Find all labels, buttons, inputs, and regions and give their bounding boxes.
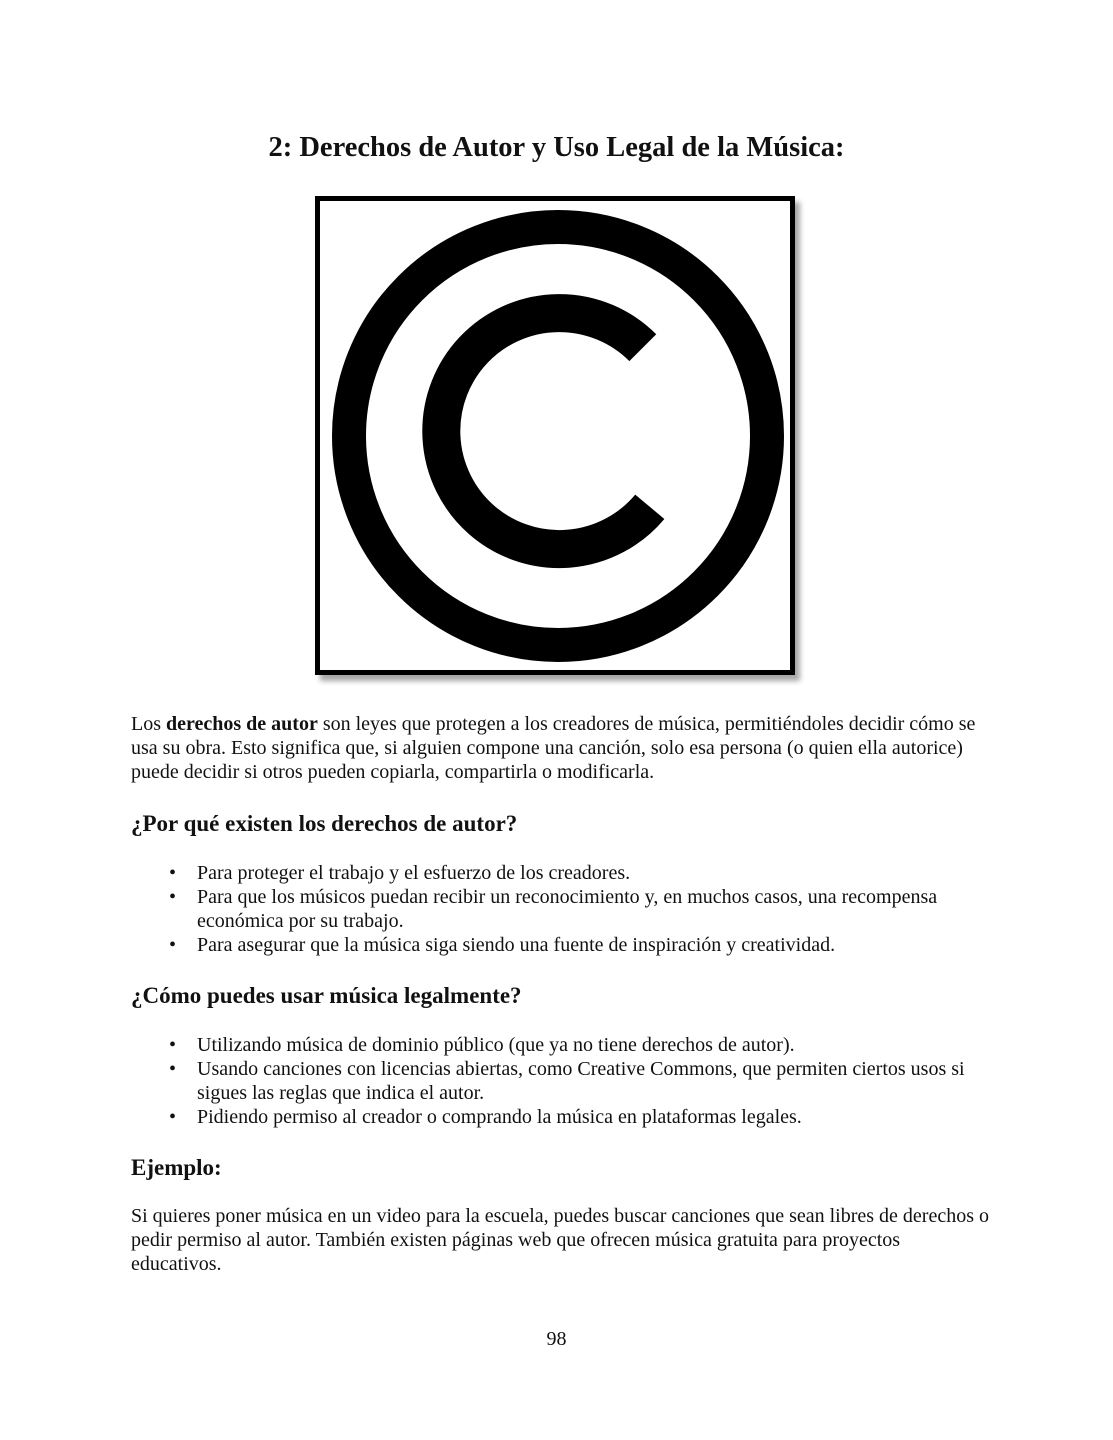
intro-text-start: Los [131,713,166,735]
list-item [131,1105,991,1129]
list-item [131,861,991,885]
intro-bold-term: derechos de autor [166,713,318,735]
list-item-text: Para que los músicos puedan recibir un reconocimiento y, en muchos casos, una recompensa económica por su trabajo. [197,886,938,932]
list-item-text: Para asegurar que la música siga siendo una fuente de inspiración y creatividad. [197,934,836,956]
bullet-icon: • [169,1058,177,1080]
list-item-text: Para proteger el trabajo y el esfuerzo de los creadores. [197,862,631,884]
copyright-figure [315,196,795,675]
intro-paragraph [131,712,991,784]
page-number: 98 [546,1328,567,1350]
bullet-list-why [131,861,991,957]
bullet-icon: • [169,934,177,956]
page-content [131,712,991,1276]
copyright-symbol-icon [320,201,790,670]
section-heading-how: ¿Cómo puedes usar música legalmente? [131,983,522,1008]
intro-text-rest: son leyes que protegen a los creadores de música, permitiéndoles decidir cómo se usa su obra. Esto significa que, si alguien compone una canción, solo esa persona (o quien ella autorice) puede decidir si otros pueden copiarla, compartirla o modificarla. [131,713,976,783]
bullet-icon: • [169,862,177,884]
list-item [131,885,991,933]
example-paragraph: Si quieres poner música en un video para la escuela, puedes buscar canciones que sean libres de derechos o pedir permiso al autor. También existen páginas web que ofrecen música gratuita para proyectos educativos. [131,1205,990,1275]
list-item-text: Pidiendo permiso al creador o comprando la música en plataformas legales. [197,1106,802,1128]
list-item [131,933,991,957]
section-heading-example: Ejemplo: [131,1155,222,1180]
list-item-text: Utilizando música de dominio público (que ya no tiene derechos de autor). [197,1034,795,1056]
list-item-text: Usando canciones con licencias abiertas, como Creative Commons, que permiten ciertos usos si sigues las reglas que indica el autor. [197,1058,965,1104]
list-item [131,1033,991,1057]
bullet-icon: • [169,1034,177,1056]
bullet-icon: • [169,1106,177,1128]
bullet-list-how [131,1033,991,1129]
list-item [131,1057,991,1105]
section-heading-why: ¿Por qué existen los derechos de autor? [131,811,518,836]
page-title: 2: Derechos de Autor y Uso Legal de la Música: [268,132,845,163]
bullet-icon: • [169,886,177,908]
